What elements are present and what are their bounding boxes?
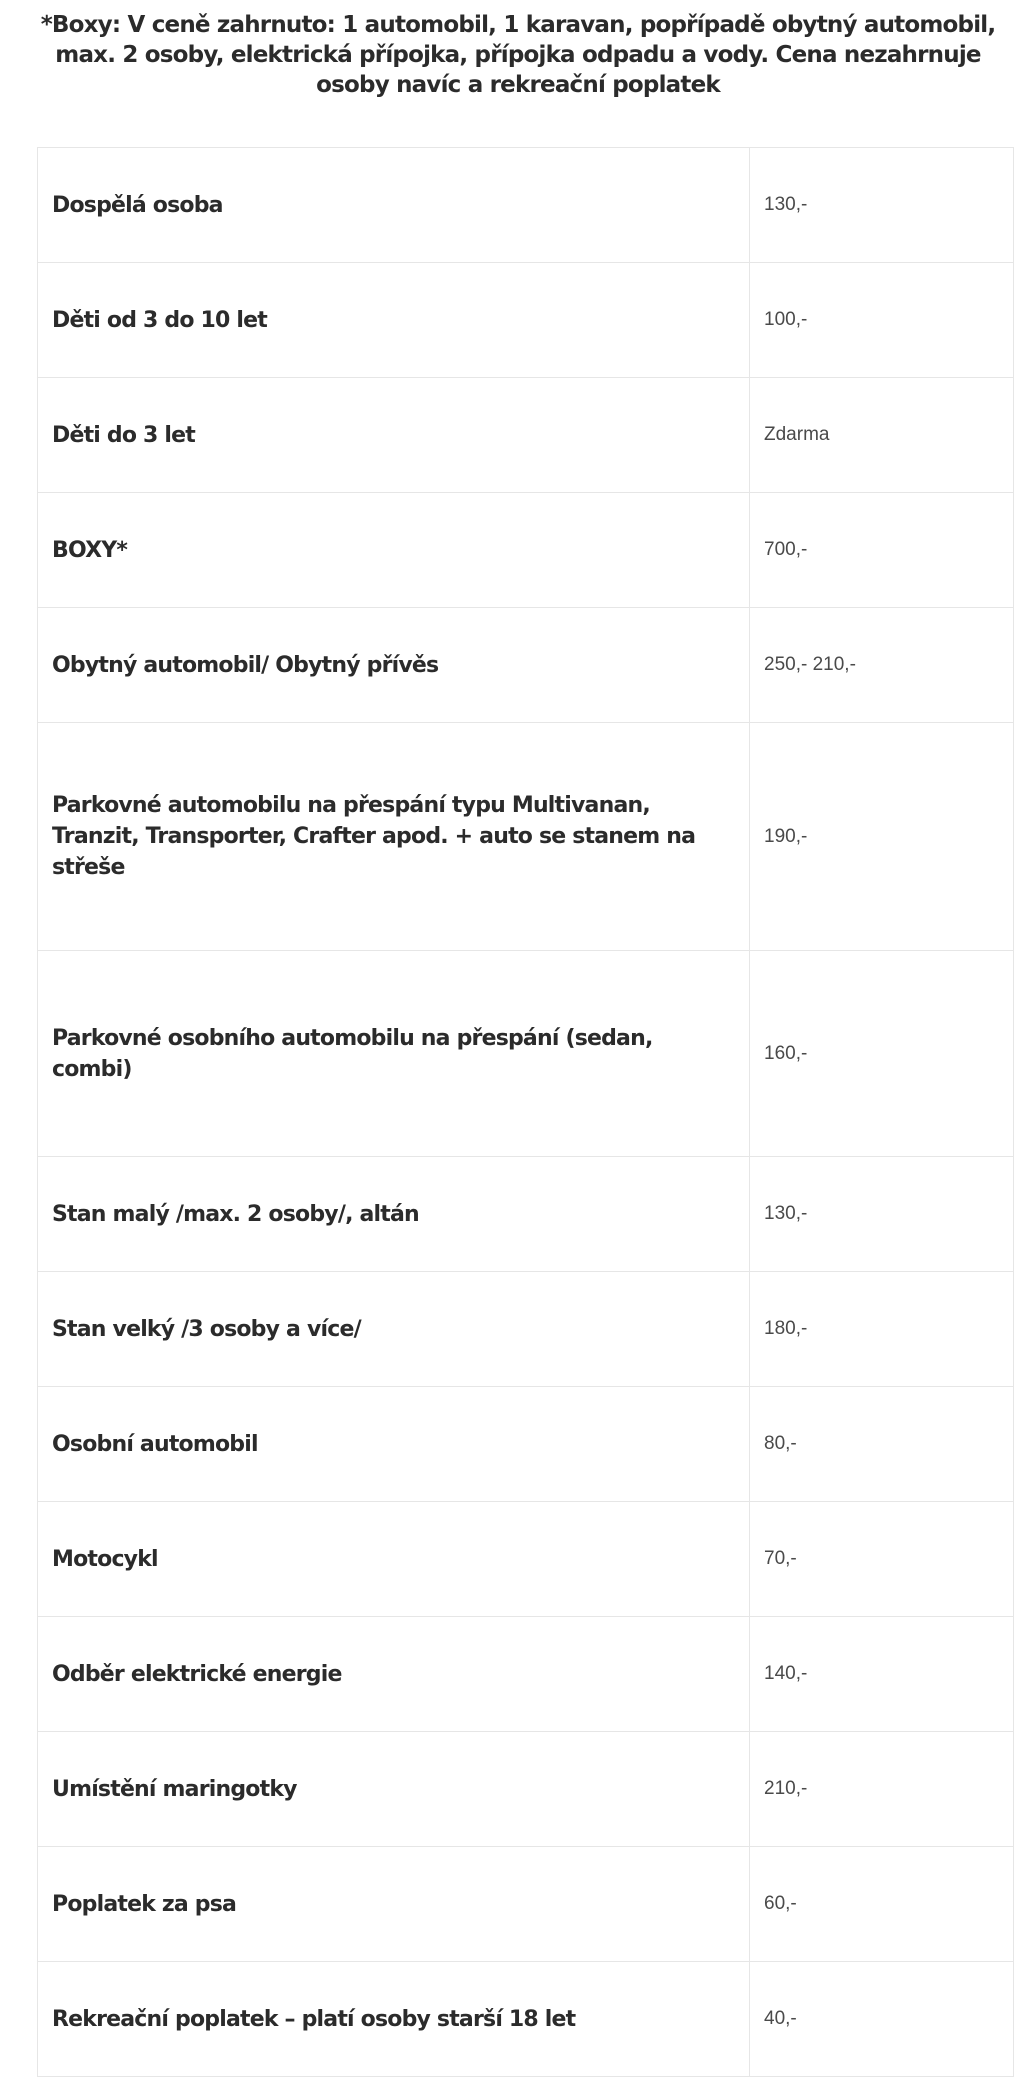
item-name: Parkovné osobního automobilu na přespání (sedan, combi) <box>38 951 750 1157</box>
table-row <box>38 1157 1014 1272</box>
item-price: 130,- <box>750 148 1014 263</box>
item-price: 130,- <box>750 1157 1014 1272</box>
item-price: 70,- <box>750 1502 1014 1617</box>
table-row <box>38 1387 1014 1502</box>
item-name: Poplatek za psa <box>38 1847 750 1962</box>
table-row <box>38 1272 1014 1387</box>
item-name: Děti od 3 do 10 let <box>38 263 750 378</box>
table-row <box>38 493 1014 608</box>
table-row <box>38 263 1014 378</box>
table-row <box>38 1617 1014 1732</box>
item-name: BOXY* <box>38 493 750 608</box>
item-price: 100,- <box>750 263 1014 378</box>
item-price: 190,- <box>750 723 1014 951</box>
table-row <box>38 1847 1014 1962</box>
item-name: Rekreační poplatek – platí osoby starší 18 let <box>38 1962 750 2077</box>
table-row <box>38 951 1014 1157</box>
item-price: 250,- 210,- <box>750 608 1014 723</box>
item-price: 210,- <box>750 1732 1014 1847</box>
item-name: Osobní automobil <box>38 1387 750 1502</box>
item-price: 160,- <box>750 951 1014 1157</box>
item-name: Obytný automobil/ Obytný přívěs <box>38 608 750 723</box>
item-name: Parkovné automobilu na přespání typu Multivanan, Tranzit, Transporter, Crafter apod. + auto se stanem na střeše <box>38 723 750 951</box>
item-price: Zdarma <box>750 378 1014 493</box>
item-price: 40,- <box>750 1962 1014 2077</box>
item-price: 700,- <box>750 493 1014 608</box>
item-name: Motocykl <box>38 1502 750 1617</box>
table-row <box>38 608 1014 723</box>
item-price: 80,- <box>750 1387 1014 1502</box>
item-name: Umístění maringotky <box>38 1732 750 1847</box>
item-name: Stan malý /max. 2 osoby/, altán <box>38 1157 750 1272</box>
table-row <box>38 723 1014 951</box>
table-row <box>38 148 1014 263</box>
table-row <box>38 1732 1014 1847</box>
item-name: Stan velký /3 osoby a více/ <box>38 1272 750 1387</box>
item-name: Děti do 3 let <box>38 378 750 493</box>
price-table <box>37 147 1014 2077</box>
item-name: Dospělá osoba <box>38 148 750 263</box>
item-price: 140,- <box>750 1617 1014 1732</box>
table-row <box>38 1502 1014 1617</box>
table-row <box>38 1962 1014 2077</box>
item-price: 180,- <box>750 1272 1014 1387</box>
boxy-notice: *Boxy: V ceně zahrnuto: 1 automobil, 1 karavan, popřípadě obytný automobil, max. 2 osoby, elektrická přípojka, přípojka odpadu a vody. Cena nezahrnuje osoby navíc a rekreační poplatek <box>40 12 996 98</box>
table-row <box>38 378 1014 493</box>
item-name: Odběr elektrické energie <box>38 1617 750 1732</box>
item-price: 60,- <box>750 1847 1014 1962</box>
